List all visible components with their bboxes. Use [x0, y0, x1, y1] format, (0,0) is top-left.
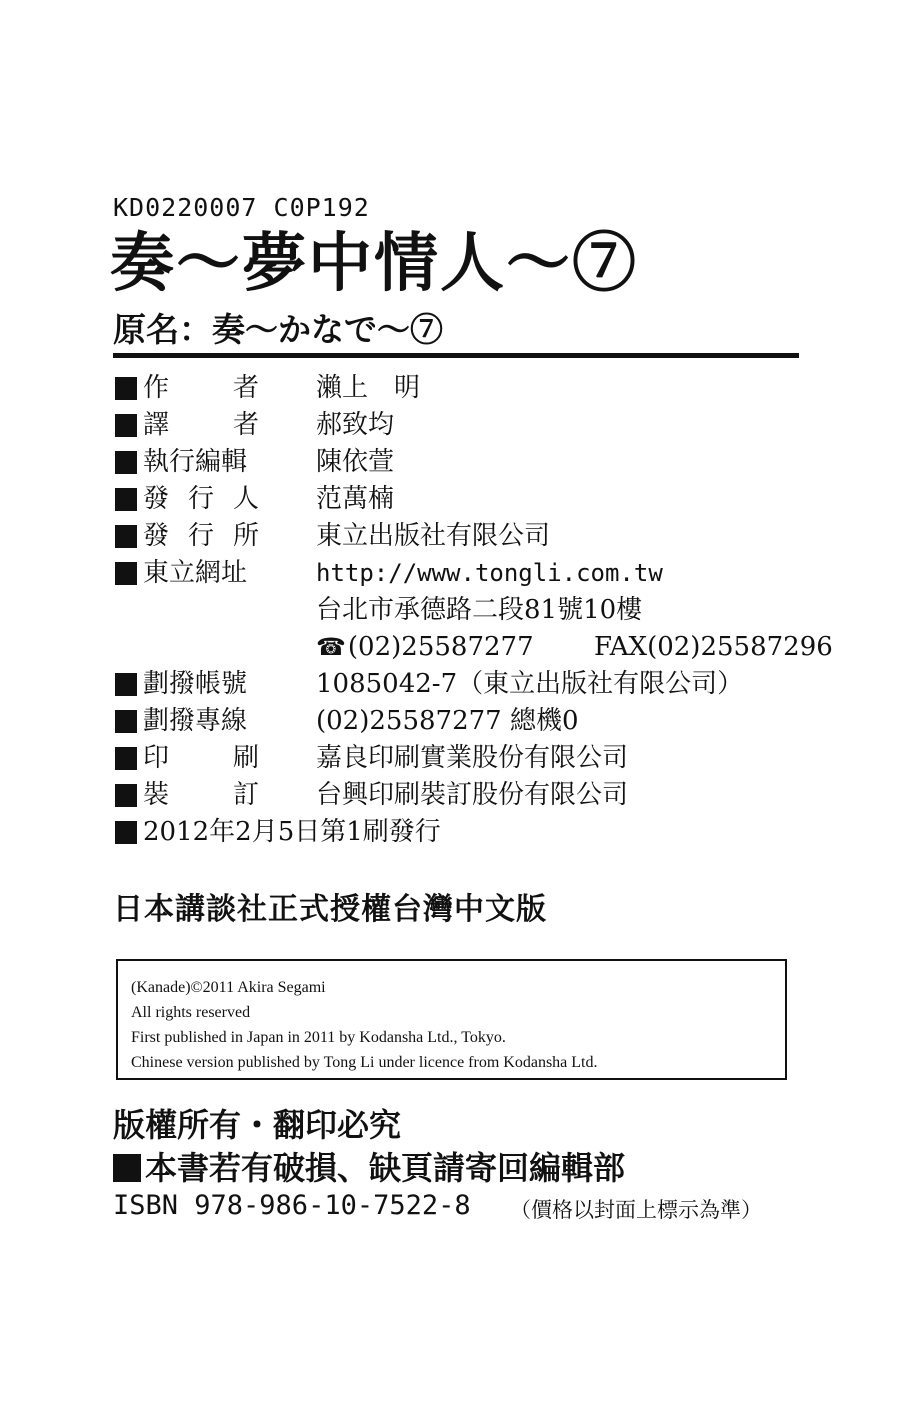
product-code: KD0220007 C0P192: [113, 193, 370, 222]
copyright-line: Chinese version published by Tong Li under licence from Kodansha Ltd.: [131, 1054, 598, 1071]
credit-row-translator: [113, 407, 833, 444]
square-bullet-icon: [115, 377, 137, 400]
phone-number: (02)25587277: [347, 632, 534, 662]
credit-label: 劃撥帳號: [143, 669, 248, 699]
credit-value: 東立出版社有限公司: [316, 521, 551, 551]
copyright-box: [116, 959, 787, 1080]
credit-value: 范萬楠: [316, 484, 395, 514]
credit-label: 劃撥專線: [143, 706, 248, 736]
square-bullet-icon: [115, 525, 137, 548]
title-divider: [113, 353, 799, 358]
copyright-line: All rights reserved: [131, 1004, 251, 1021]
credit-label: 執行編輯: [143, 447, 248, 477]
credit-label: 東立網址: [143, 558, 248, 588]
credit-row-account: [113, 666, 833, 703]
license-statement: 日本講談社正式授權台灣中文版: [113, 892, 547, 927]
credit-row-publisher: [113, 481, 833, 518]
copyright-line: First published in Japan in 2011 by Kodansha Ltd., Tokyo.: [131, 1029, 506, 1046]
credit-row-editor: [113, 444, 833, 481]
contact-row: [113, 629, 833, 666]
issue-date-row: [113, 814, 833, 851]
credit-row-website: [113, 555, 833, 592]
address: 台北市承德路二段81號10樓: [316, 595, 643, 625]
credit-row-author: [113, 370, 833, 407]
issue-date: 2012年2月5日第1刷發行: [143, 817, 441, 847]
square-bullet-icon: [115, 784, 137, 807]
square-bullet-icon: [115, 488, 137, 511]
square-bullet-icon: [115, 414, 137, 437]
square-bullet-icon: [115, 747, 137, 770]
credit-value: (02)25587277 總機0: [316, 706, 579, 736]
credit-row-publishing-house: [113, 518, 833, 555]
credits-list: [113, 370, 833, 851]
credit-label: 譯 者: [143, 410, 259, 440]
square-bullet-icon: [115, 451, 137, 474]
damage-notice-text: 本書若有破損、缺頁請寄回編輯部: [145, 1149, 626, 1187]
square-bullet-icon: [113, 1154, 141, 1182]
credit-label: 發 行 人: [143, 484, 259, 514]
credit-row-binding: [113, 777, 833, 814]
square-bullet-icon: [115, 673, 137, 696]
credit-value: 郝致均: [316, 410, 395, 440]
credit-value: 嘉良印刷實業股份有限公司: [316, 743, 629, 773]
book-title: 奏～夢中情人～⑦: [110, 226, 638, 301]
credit-value: 陳依萱: [316, 447, 395, 477]
square-bullet-icon: [115, 562, 137, 585]
website-link[interactable]: http://www.tongli.com.tw: [316, 559, 663, 587]
credit-value: 1085042-7（東立出版社有限公司）: [316, 669, 744, 699]
copyright-line: (Kanade)©2011 Akira Segami: [131, 979, 326, 996]
price-note: （價格以封面上標示為準）: [510, 1198, 762, 1222]
damage-notice: [113, 1143, 625, 1189]
credit-row-hotline: [113, 703, 833, 740]
credit-value: 台興印刷裝訂股份有限公司: [316, 780, 629, 810]
fax-number: FAX(02)25587296: [594, 632, 833, 662]
credit-row-printer: [113, 740, 833, 777]
contact-values: [316, 629, 833, 666]
isbn: ISBN 978-986-10-7522-8: [113, 1190, 471, 1221]
credit-value: 瀨上 明: [316, 373, 421, 403]
square-bullet-icon: [115, 821, 137, 844]
credit-label: 作 者: [143, 373, 259, 403]
credit-label: 裝 訂: [143, 780, 259, 810]
square-bullet-icon: [115, 710, 137, 733]
credit-label: 發 行 所: [143, 521, 259, 551]
credit-label: 印 刷: [143, 743, 259, 773]
address-row: [113, 592, 833, 629]
rights-notice: 版權所有・翻印必究: [113, 1106, 402, 1144]
original-title: 原名：奏～かなで～⑦: [113, 310, 443, 349]
telephone-icon: ☎: [316, 633, 346, 661]
